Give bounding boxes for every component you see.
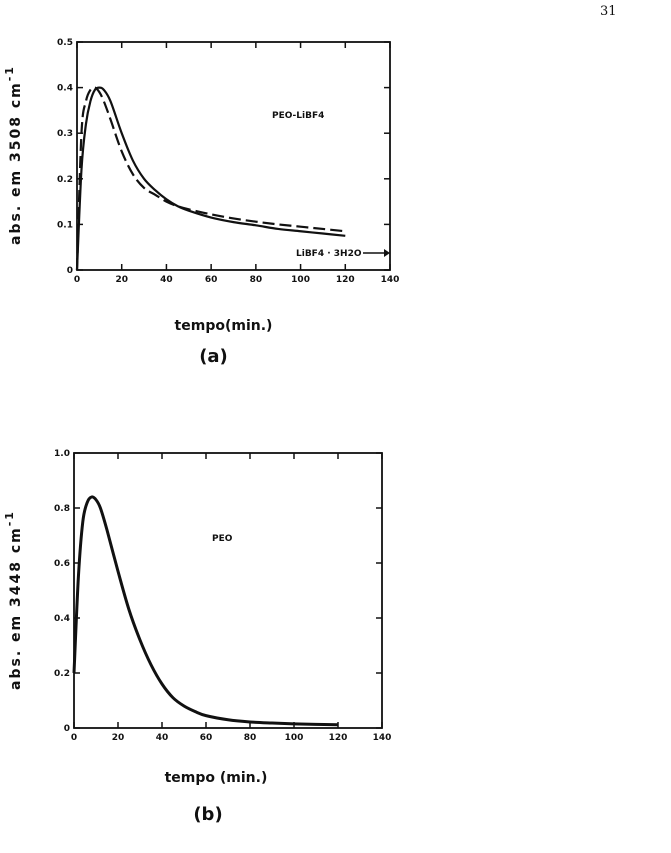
x-tick-label: 20 (111, 733, 125, 743)
page-number: 31 (600, 4, 617, 19)
chart-panel-b (3, 449, 391, 825)
x-tick-label: 120 (335, 275, 355, 285)
plot-frame (74, 453, 382, 728)
panel-label: (b) (193, 804, 223, 825)
x-tick-label: 100 (291, 275, 310, 285)
annotation-label: PEO-LiBF4 (272, 111, 325, 121)
y-tick-label: 0 (63, 724, 70, 734)
x-tick-label: 60 (199, 733, 213, 743)
x-tick-label: 80 (243, 733, 257, 743)
x-tick-label: 0 (70, 733, 78, 743)
annotation-label: PEO (212, 534, 233, 544)
x-axis-title: tempo(min.) (174, 318, 273, 334)
y-tick-label: 0.8 (54, 504, 70, 514)
y-tick-label: 0.5 (57, 38, 73, 48)
x-tick-label: 20 (115, 275, 128, 285)
y-axis-title: abs. em 3448 $cm^{-1}$ (3, 510, 24, 690)
x-tick-label: 100 (284, 733, 304, 743)
y-tick-label: 0.2 (54, 669, 70, 679)
y-tick-label: 0.2 (57, 174, 73, 185)
x-tick-label: 40 (155, 733, 169, 743)
y-tick-label: 0.4 (54, 614, 70, 624)
y-tick-label: 0 (66, 266, 73, 276)
y-axis-title-superscript: -1 (3, 510, 16, 527)
series-line-solid (74, 497, 338, 725)
x-tick-label: 0 (73, 275, 81, 285)
y-tick-label: 0.6 (54, 559, 70, 569)
y-axis-title: abs. em 3508 $cm^{-1}$ (3, 65, 24, 245)
y-tick-label: 0.1 (57, 220, 73, 231)
y-tick-label: 1.0 (54, 449, 70, 459)
y-axis-title-superscript: -1 (3, 65, 16, 82)
y-tick-label: 0.4 (57, 83, 73, 94)
x-axis-title: tempo (min.) (164, 770, 268, 786)
annotation-label: LiBF4 · 3H2O (296, 249, 362, 259)
x-tick-label: 140 (380, 275, 400, 285)
panel-label: (a) (199, 346, 228, 367)
x-tick-label: 140 (372, 733, 392, 743)
x-tick-label: 120 (328, 733, 348, 743)
x-tick-label: 80 (249, 275, 263, 285)
x-tick-label: 60 (204, 275, 218, 285)
chart-panel-a (3, 38, 399, 367)
x-tick-label: 40 (160, 275, 173, 285)
y-tick-label: 0.3 (57, 129, 73, 140)
